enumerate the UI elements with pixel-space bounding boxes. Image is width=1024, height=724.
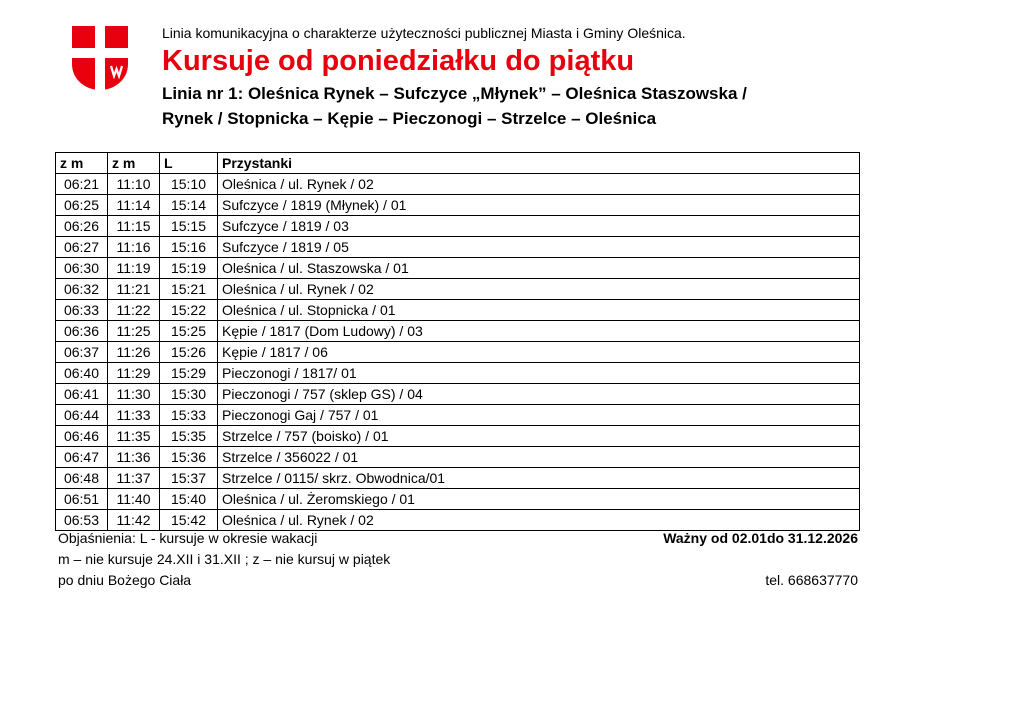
column-header-2: z m <box>108 153 160 174</box>
table-row <box>56 174 860 195</box>
column-header-stops: Przystanki <box>218 153 860 174</box>
table-row <box>56 489 860 510</box>
stop-name-cell: Oleśnica / ul. Stopnicka / 01 <box>218 300 860 321</box>
time-cell: 15:22 <box>160 300 218 321</box>
line-description: Linia komunikacyjna o charakterze użyteczności publicznej Miasta i Gminy Oleśnica. <box>162 25 686 41</box>
time-cell: 11:21 <box>108 279 160 300</box>
time-cell: 06:25 <box>56 195 108 216</box>
time-cell: 11:16 <box>108 237 160 258</box>
table-row <box>56 321 860 342</box>
time-cell: 06:33 <box>56 300 108 321</box>
table-row <box>56 447 860 468</box>
stop-name-cell: Sufczyce / 1819 / 05 <box>218 237 860 258</box>
time-cell: 11:19 <box>108 258 160 279</box>
table-row <box>56 216 860 237</box>
time-cell: 15:14 <box>160 195 218 216</box>
time-cell: 11:10 <box>108 174 160 195</box>
coat-of-arms-icon <box>70 24 130 92</box>
table-row <box>56 195 860 216</box>
route-title-line-2: Rynek / Stopnicka – Kępie – Pieczonogi – Strzelce – Oleśnica <box>162 109 657 128</box>
table-row <box>56 363 860 384</box>
time-cell: 06:47 <box>56 447 108 468</box>
time-cell: 15:21 <box>160 279 218 300</box>
time-cell: 15:40 <box>160 489 218 510</box>
legend-note-3: po dniu Bożego Ciała <box>58 572 192 588</box>
time-cell: 15:29 <box>160 363 218 384</box>
stop-name-cell: Kępie / 1817 / 06 <box>218 342 860 363</box>
time-cell: 06:36 <box>56 321 108 342</box>
time-cell: 06:32 <box>56 279 108 300</box>
validity-period: Ważny od 02.01do 31.12.2026 <box>663 530 858 546</box>
time-cell: 11:14 <box>108 195 160 216</box>
time-cell: 06:40 <box>56 363 108 384</box>
phone-number: tel. 668637770 <box>765 572 858 588</box>
time-cell: 15:30 <box>160 384 218 405</box>
time-cell: 11:33 <box>108 405 160 426</box>
time-cell: 15:35 <box>160 426 218 447</box>
stop-name-cell: Sufczyce / 1819 (Młynek) / 01 <box>218 195 860 216</box>
table-row <box>56 279 860 300</box>
time-cell: 11:37 <box>108 468 160 489</box>
time-cell: 11:25 <box>108 321 160 342</box>
time-cell: 06:37 <box>56 342 108 363</box>
time-cell: 06:26 <box>56 216 108 237</box>
time-cell: 11:15 <box>108 216 160 237</box>
table-row <box>56 384 860 405</box>
column-header-1: z m <box>56 153 108 174</box>
table-row <box>56 300 860 321</box>
time-cell: 15:42 <box>160 510 218 531</box>
time-cell: 15:19 <box>160 258 218 279</box>
time-cell: 06:27 <box>56 237 108 258</box>
table-row <box>56 342 860 363</box>
legend-note-2: m – nie kursuje 24.XII i 31.XII ; z – nie kursuj w piątek <box>58 551 391 567</box>
route-title-line-1: Linia nr 1: Oleśnica Rynek – Sufczyce „Młynek” – Oleśnica Staszowska / <box>162 84 747 103</box>
stop-name-cell: Kępie / 1817 (Dom Ludowy) / 03 <box>218 321 860 342</box>
column-header-3: L <box>160 153 218 174</box>
stop-name-cell: Pieczonogi Gaj / 757 / 01 <box>218 405 860 426</box>
time-cell: 15:10 <box>160 174 218 195</box>
time-cell: 15:36 <box>160 447 218 468</box>
time-cell: 15:25 <box>160 321 218 342</box>
time-cell: 11:26 <box>108 342 160 363</box>
stop-name-cell: Oleśnica / ul. Staszowska / 01 <box>218 258 860 279</box>
time-cell: 06:41 <box>56 384 108 405</box>
time-cell: 06:44 <box>56 405 108 426</box>
stop-name-cell: Strzelce / 356022 / 01 <box>218 447 860 468</box>
table-row <box>56 237 860 258</box>
stop-name-cell: Oleśnica / ul. Rynek / 02 <box>218 174 860 195</box>
legend-note-1: Objaśnienia: L - kursuje w okresie wakacji <box>58 530 318 546</box>
stop-name-cell: Pieczonogi / 1817/ 01 <box>218 363 860 384</box>
stop-name-cell: Oleśnica / ul. Rynek / 02 <box>218 279 860 300</box>
time-cell: 11:22 <box>108 300 160 321</box>
time-cell: 15:33 <box>160 405 218 426</box>
timetable <box>55 152 860 531</box>
time-cell: 11:29 <box>108 363 160 384</box>
time-cell: 11:30 <box>108 384 160 405</box>
stop-name-cell: Sufczyce / 1819 / 03 <box>218 216 860 237</box>
time-cell: 06:21 <box>56 174 108 195</box>
time-cell: 15:15 <box>160 216 218 237</box>
table-row <box>56 510 860 531</box>
table-row <box>56 258 860 279</box>
stop-name-cell: Oleśnica / ul. Żeromskiego / 01 <box>218 489 860 510</box>
table-row <box>56 405 860 426</box>
stop-name-cell: Oleśnica / ul. Rynek / 02 <box>218 510 860 531</box>
time-cell: 11:40 <box>108 489 160 510</box>
table-row <box>56 468 860 489</box>
stop-name-cell: Strzelce / 0115/ skrz. Obwodnica/01 <box>218 468 860 489</box>
table-header-row <box>56 153 860 174</box>
table-row <box>56 426 860 447</box>
time-cell: 06:48 <box>56 468 108 489</box>
time-cell: 06:51 <box>56 489 108 510</box>
time-cell: 11:35 <box>108 426 160 447</box>
time-cell: 15:26 <box>160 342 218 363</box>
stop-name-cell: Pieczonogi / 757 (sklep GS) / 04 <box>218 384 860 405</box>
time-cell: 06:46 <box>56 426 108 447</box>
stop-name-cell: Strzelce / 757 (boisko) / 01 <box>218 426 860 447</box>
time-cell: 11:42 <box>108 510 160 531</box>
page-title: Kursuje od poniedziałku do piątku <box>162 45 635 77</box>
time-cell: 11:36 <box>108 447 160 468</box>
time-cell: 06:53 <box>56 510 108 531</box>
time-cell: 15:16 <box>160 237 218 258</box>
time-cell: 06:30 <box>56 258 108 279</box>
time-cell: 15:37 <box>160 468 218 489</box>
